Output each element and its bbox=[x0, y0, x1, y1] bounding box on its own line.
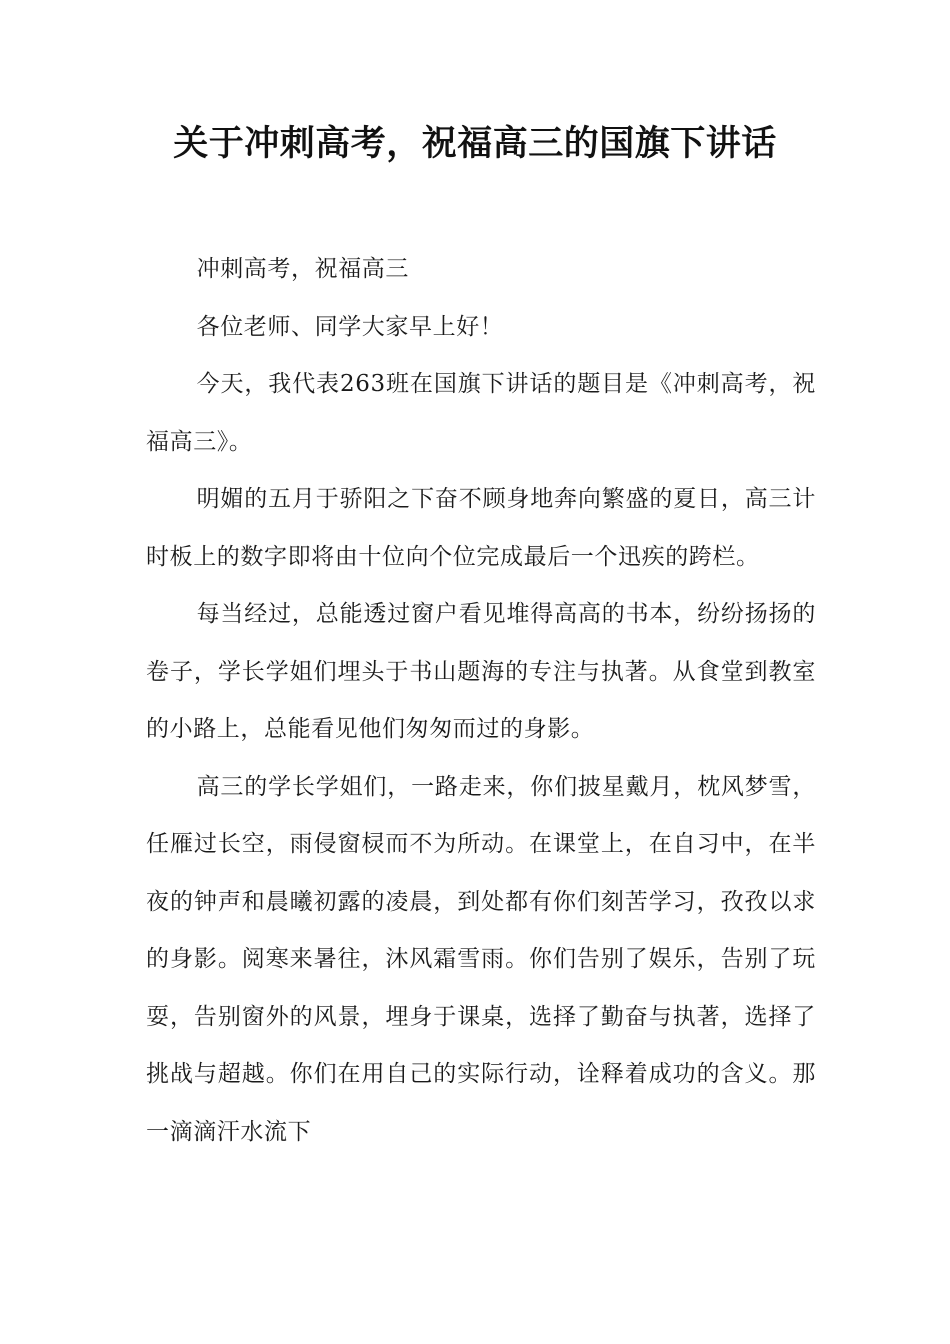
paragraph-subtitle: 冲刺高考，祝福高三 bbox=[196, 256, 409, 282]
document-body bbox=[146, 241, 816, 1161]
paragraph-may: 明媚的五月于骄阳之下奋不顾身地奔向繁盛的夏日，高三计时板上的数字即将由十位向个位完成最后一个迅疾的跨栏。 bbox=[146, 486, 816, 570]
paragraph-intro: 今天，我代表263班在国旗下讲话的题目是《冲刺高考，祝福高三》。 bbox=[146, 371, 816, 455]
document-title: 关于冲刺高考，祝福高三的国旗下讲话 bbox=[173, 124, 777, 164]
paragraph-greeting: 各位老师、同学大家早上好！ bbox=[196, 313, 504, 340]
paragraph-seniors: 高三的学长学姐们，一路走来，你们披星戴月，枕风梦雪，任雁过长空，雨侵窗棂而不为所动。在课堂上，在自习中，在半夜的钟声和晨曦初露的凌晨，到处都有你们刻苦学习，孜孜以求的身影。阅寒来暑往，沐风霜雪雨。你们告别了娱乐，告别了玩耍，告别窗外的风景，埋身于课桌，选择了勤奋与执著，选择了挑战与超越。你们在用自己的实际行动，诠释着成功的含义。那一滴滴汗水流下 bbox=[146, 773, 816, 1145]
paragraph-window: 每当经过，总能透过窗户看见堆得高高的书本，纷纷扬扬的卷子，学长学姐们埋头于书山题海的专注与执著。从食堂到教室的小路上，总能看见他们匆匆而过的身影。 bbox=[146, 601, 816, 742]
